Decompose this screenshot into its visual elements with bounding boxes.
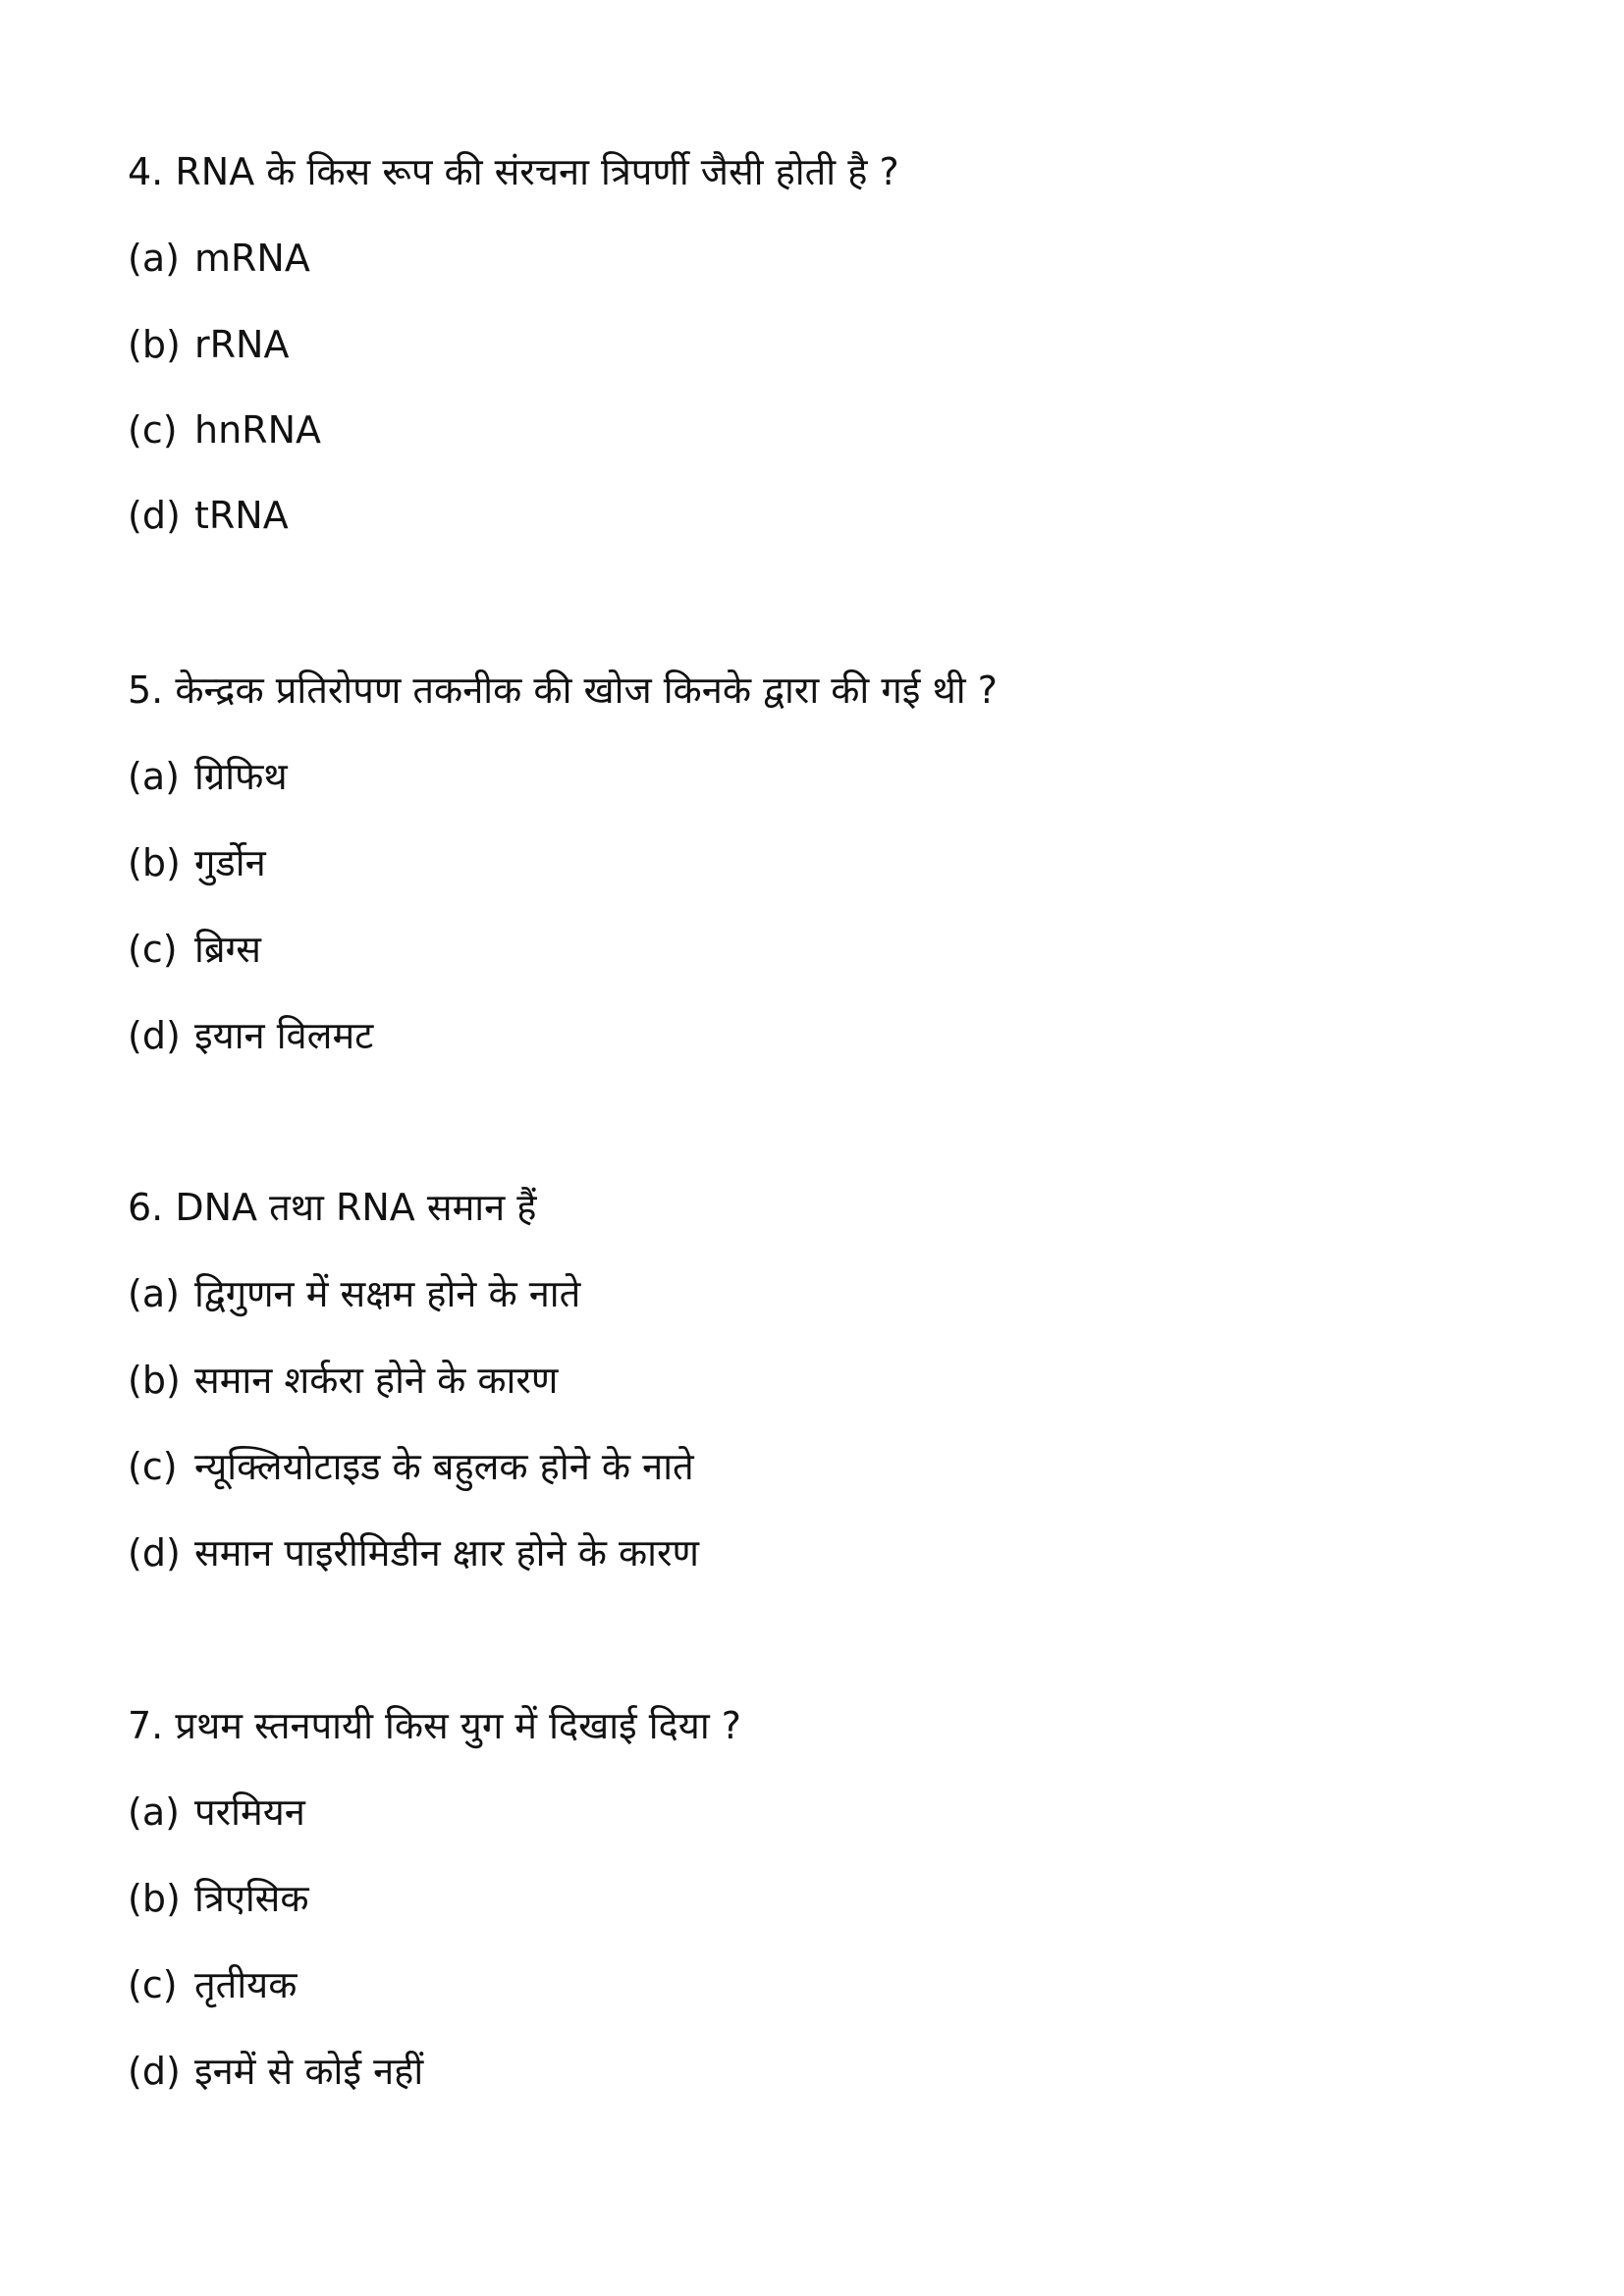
option-label: (d) — [128, 1014, 181, 1057]
question-text — [128, 147, 899, 196]
option-text: समान पाइरीमिडीन क्षार होने के कारण — [194, 1531, 700, 1575]
option-a — [128, 234, 310, 283]
question-text — [128, 1183, 537, 1232]
option-text: समान शर्करा होने के कारण — [194, 1359, 559, 1402]
option-label: (b) — [128, 323, 181, 366]
option-text: hnRNA — [194, 408, 321, 452]
question-stem: केन्द्रक प्रतिरोपण तकनीक की खोज किनके द्वारा की गई थी ? — [175, 668, 998, 712]
option-label: (b) — [128, 841, 181, 884]
option-text: ब्रिग्स — [194, 928, 261, 971]
option-label: (a) — [128, 1272, 180, 1315]
option-label: (d) — [128, 1531, 181, 1575]
option-label: (a) — [128, 237, 180, 280]
option-label: (a) — [128, 1790, 180, 1834]
option-text: न्यूक्लियोटाइड के बहुलक होने के नाते — [194, 1445, 694, 1488]
question-number: 5. — [128, 668, 164, 712]
option-text: गुर्डोन — [194, 841, 266, 884]
question-number: 6. — [128, 1186, 164, 1229]
question-stem: RNA के किस रूप की संरचना त्रिपर्णी जैसी होती है ? — [175, 150, 899, 193]
question-stem: DNA तथा RNA समान हैं — [175, 1186, 537, 1229]
option-text: इनमें से कोई नहीं — [194, 2050, 424, 2093]
question-stem: प्रथम स्तनपायी किस युग में दिखाई दिया ? — [175, 1704, 741, 1747]
question-text — [128, 1701, 741, 1750]
option-b — [128, 1874, 309, 1923]
option-c — [128, 925, 261, 974]
option-a — [128, 1788, 305, 1837]
option-c — [128, 1960, 297, 2009]
option-b — [128, 320, 289, 369]
option-d — [128, 1528, 699, 1577]
option-d — [128, 1011, 373, 1060]
option-text: त्रिएसिक — [194, 1877, 309, 1920]
question-number: 4. — [128, 150, 164, 193]
option-label: (c) — [128, 408, 178, 452]
option-text: तृतीयक — [194, 1963, 298, 2006]
option-text: tRNA — [194, 494, 289, 537]
option-label: (c) — [128, 928, 178, 971]
option-text: mRNA — [194, 237, 310, 280]
option-label: (c) — [128, 1963, 178, 2006]
option-text: परमियन — [194, 1790, 305, 1834]
option-b — [128, 1356, 558, 1405]
question-number: 7. — [128, 1704, 164, 1747]
option-d — [128, 2047, 423, 2096]
option-c — [128, 405, 321, 454]
option-label: (b) — [128, 1877, 181, 1920]
option-d — [128, 491, 289, 540]
option-c — [128, 1442, 694, 1491]
option-label: (d) — [128, 494, 181, 537]
option-label: (d) — [128, 2050, 181, 2093]
option-label: (b) — [128, 1359, 181, 1402]
option-text: द्विगुणन में सक्षम होने के नाते — [194, 1272, 581, 1315]
option-text: ग्रिफिथ — [194, 755, 288, 798]
option-label: (c) — [128, 1445, 178, 1488]
option-a — [128, 752, 288, 801]
option-text: rRNA — [194, 323, 290, 366]
option-text: इयान विलमट — [194, 1014, 374, 1057]
option-label: (a) — [128, 755, 180, 798]
option-b — [128, 838, 266, 887]
question-text — [128, 666, 998, 715]
option-a — [128, 1269, 580, 1318]
